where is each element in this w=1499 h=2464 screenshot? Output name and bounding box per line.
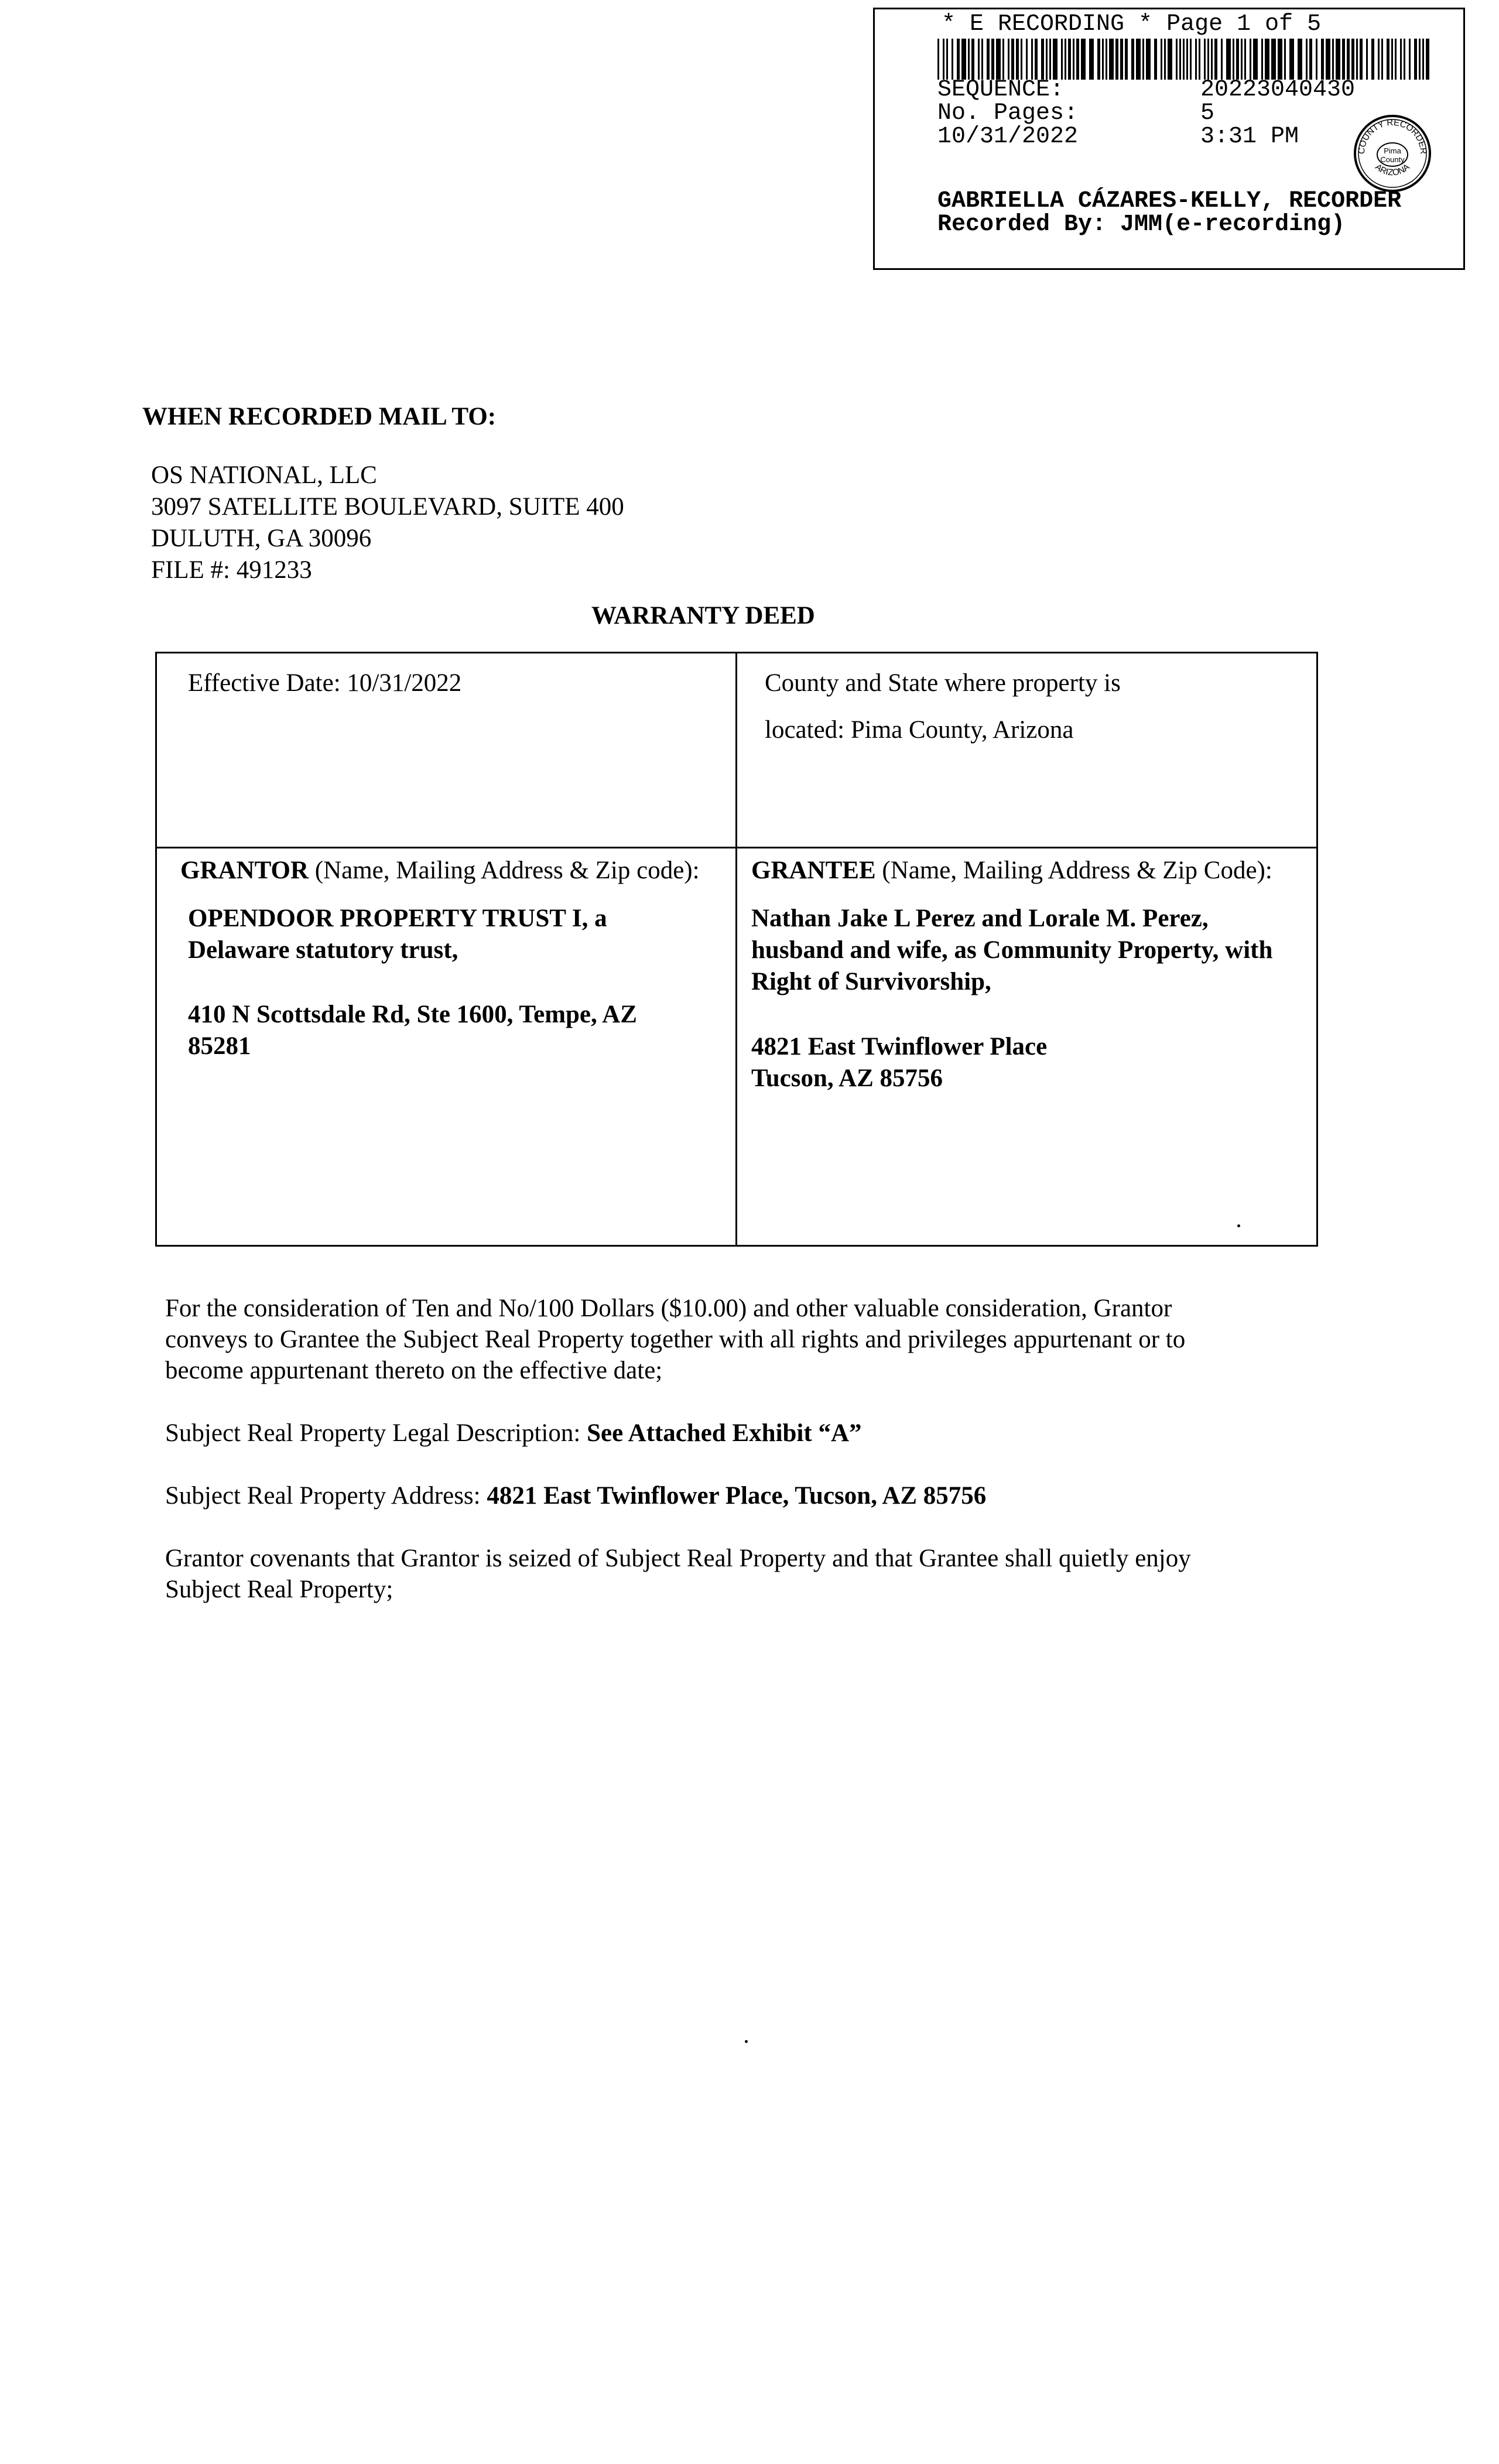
pages-value: 5 — [1200, 100, 1215, 126]
barcode-bar — [1351, 39, 1354, 80]
table-divider-vertical — [735, 653, 737, 1245]
barcode-bar — [1409, 39, 1411, 80]
barcode-bar — [1115, 39, 1118, 80]
barcode-bar — [968, 39, 970, 80]
barcode-bar — [1244, 39, 1246, 80]
barcode-bar — [1136, 39, 1141, 80]
grantor-label: GRANTOR — [180, 857, 309, 884]
barcode-bar — [946, 39, 948, 80]
legal-value: See Attached Exhibit “A” — [587, 1419, 862, 1447]
grantee-name-1: Nathan Jake L Perez and Lorale M. Perez, — [751, 905, 1209, 932]
barcode-bar — [957, 39, 960, 80]
barcode-bar — [1161, 39, 1162, 80]
barcode-bar — [1164, 39, 1166, 80]
barcode-bar — [1336, 39, 1340, 80]
barcode-bar — [1031, 39, 1033, 80]
barcode-bar — [1168, 39, 1172, 80]
barcode-bar — [981, 39, 983, 80]
barcode-bar — [1278, 39, 1282, 80]
barcode-bar — [1261, 39, 1263, 80]
barcode-bar — [1347, 39, 1350, 80]
barcode-bar — [1306, 39, 1308, 80]
grantee-hint: (Name, Mailing Address & Zip Code): — [875, 857, 1272, 884]
barcode-bar — [1241, 39, 1243, 80]
barcode-bar — [987, 39, 990, 80]
barcode-bar — [1366, 39, 1368, 80]
barcode-bar — [1102, 39, 1104, 80]
barcode-bar — [943, 39, 944, 80]
barcode-bar — [1326, 39, 1330, 80]
legal-label: Subject Real Property Legal Description: — [165, 1419, 587, 1447]
county-line-2: located: Pima County, Arizona — [765, 716, 1074, 744]
svg-text:ARIZONA — [1373, 162, 1411, 178]
barcode-bar — [1068, 39, 1071, 80]
barcode-bar — [1284, 39, 1286, 80]
grantor-address-2: 85281 — [188, 1032, 251, 1060]
barcode-bar — [1414, 39, 1417, 80]
barcode-bar — [1061, 39, 1063, 80]
barcode-bar — [1089, 39, 1094, 80]
stamp-header: * E RECORDING * Page 1 of 5 — [942, 11, 1322, 37]
barcode-bar — [1214, 39, 1217, 80]
barcode-bar — [952, 39, 953, 80]
barcode-bar — [1106, 39, 1107, 80]
grantor-name-1: OPENDOOR PROPERTY TRUST I, a — [188, 905, 607, 932]
barcode-bar — [1008, 39, 1009, 80]
barcode-bar — [1204, 39, 1206, 80]
barcode-bar — [1316, 39, 1317, 80]
barcode-bar — [1081, 39, 1086, 80]
grantee-name-3: Right of Survivorship, — [751, 968, 991, 995]
document-title: WARRANTY DEED — [591, 602, 815, 629]
barcode-bar — [1422, 39, 1424, 80]
barcode-bar — [1404, 39, 1405, 80]
barcode-bar — [1395, 39, 1397, 80]
barcode-bar — [1321, 39, 1324, 80]
barcode — [937, 39, 1429, 80]
barcode-bar — [1419, 39, 1421, 80]
barcode-bar — [1176, 39, 1178, 80]
mail-to-line: DULUTH, GA 30096 — [151, 525, 372, 552]
barcode-bar — [1378, 39, 1380, 80]
address-value: 4821 East Twinflower Place, Tucson, AZ 85756 — [487, 1482, 987, 1510]
recorded-by: Recorded By: JMM(e-recording) — [937, 211, 1346, 238]
barcode-bar — [1195, 39, 1197, 80]
grantee-address-2: Tucson, AZ 85756 — [751, 1065, 943, 1092]
barcode-bar — [1131, 39, 1134, 80]
grantor-address-1: 410 N Scottsdale Rd, Ste 1600, Tempe, AZ — [188, 1001, 637, 1028]
barcode-bar — [1046, 39, 1048, 80]
barcode-bar — [1236, 39, 1239, 80]
barcode-bar — [1021, 39, 1022, 80]
barcode-bar — [1125, 39, 1128, 80]
barcode-bar — [937, 39, 939, 80]
address-label: Subject Real Property Address: — [165, 1482, 487, 1510]
seal-top-text: COUNTY RECORDER — [1356, 117, 1429, 155]
barcode-bar — [1041, 39, 1044, 80]
mail-to-heading: WHEN RECORDED MAIL TO: — [142, 403, 497, 430]
barcode-bar — [1233, 39, 1234, 80]
grantee-address-1: 4821 East Twinflower Place — [751, 1033, 1048, 1060]
mail-to-line: 3097 SATELLITE BOULEVARD, SUITE 400 — [151, 493, 624, 521]
grantor-heading — [180, 855, 700, 887]
seal-center-1: Pima — [1384, 146, 1401, 155]
barcode-bar — [1049, 39, 1051, 80]
table-divider-horizontal — [157, 847, 1316, 848]
record-time: 3:31 PM — [1200, 124, 1299, 150]
barcode-bar — [1120, 39, 1123, 80]
barcode-bar — [971, 39, 974, 80]
barcode-bar — [991, 39, 994, 80]
barcode-bar — [1387, 39, 1390, 80]
effective-date: Effective Date: 10/31/2022 — [188, 669, 462, 697]
barcode-bar — [1076, 39, 1079, 80]
barcode-bar — [961, 39, 966, 80]
barcode-bar — [1381, 39, 1383, 80]
barcode-bar — [1154, 39, 1157, 80]
barcode-bar — [1226, 39, 1231, 80]
barcode-bar — [1211, 39, 1213, 80]
barcode-bar — [1002, 39, 1004, 80]
barcode-bar — [1035, 39, 1038, 80]
consideration-line-1: For the consideration of Ten and No/100 Dollars ($10.00) and other valuable consideration, Grantor — [165, 1295, 1172, 1322]
barcode-bar — [1253, 39, 1258, 80]
grantor-hint: (Name, Mailing Address & Zip code): — [309, 857, 700, 884]
barcode-bar — [978, 39, 980, 80]
barcode-bar — [1356, 39, 1358, 80]
barcode-bar — [1011, 39, 1014, 80]
barcode-bar — [1309, 39, 1312, 80]
seal-center-2: County — [1380, 155, 1405, 164]
barcode-bar — [1400, 39, 1402, 80]
barcode-bar — [1250, 39, 1251, 80]
grantee-name-2: husband and wife, as Community Property, with — [751, 936, 1273, 964]
barcode-bar — [1065, 39, 1066, 80]
barcode-bar — [1053, 39, 1057, 80]
barcode-bar — [1199, 39, 1200, 80]
pages-label: No. Pages: — [937, 100, 1079, 126]
county-recorder-seal-icon — [1351, 112, 1433, 194]
barcode-bar — [996, 39, 1001, 80]
consideration-line-2: conveys to Grantee the Subject Real Property together with all rights and privileges appurtenant or to — [165, 1326, 1186, 1353]
barcode-bar — [1332, 39, 1334, 80]
barcode-bar — [1371, 39, 1374, 80]
barcode-bar — [1186, 39, 1188, 80]
barcode-bar — [1016, 39, 1019, 80]
sequence-value: 20223040430 — [1200, 77, 1356, 103]
barcode-bar — [1360, 39, 1363, 80]
grantee-heading — [751, 855, 1272, 887]
seal-bottom-text: ARIZONA — [1373, 162, 1412, 178]
grantor-name-2: Delaware statutory trust, — [188, 936, 458, 964]
deed-info-table — [155, 652, 1318, 1247]
covenant-line-2: Subject Real Property; — [165, 1576, 393, 1603]
mail-to-line: OS NATIONAL, LLC — [151, 461, 377, 489]
property-address — [165, 1480, 1289, 1511]
barcode-bar — [1146, 39, 1151, 80]
barcode-bar — [1391, 39, 1393, 80]
grantee-label: GRANTEE — [751, 857, 876, 884]
mail-to-line: FILE #: 491233 — [151, 556, 312, 584]
consideration-line-3: become appurtenant thereto on the effective date; — [165, 1357, 663, 1384]
stray-dot — [745, 2040, 748, 2043]
barcode-bar — [1026, 39, 1028, 80]
barcode-bar — [1342, 39, 1345, 80]
recorder-name: GABRIELLA CÁZARES-KELLY, RECORDER — [937, 188, 1402, 214]
covenant-line-1: Grantor covenants that Grantor is seized of Subject Real Property and that Grantee shall quietly enjoy — [165, 1545, 1191, 1572]
barcode-bar — [1426, 39, 1429, 80]
county-line-1: County and State where property is — [765, 669, 1121, 697]
barcode-bar — [1073, 39, 1074, 80]
recording-stamp — [873, 8, 1465, 270]
barcode-bar — [1265, 39, 1269, 80]
barcode-bar — [1298, 39, 1302, 80]
barcode-bar — [1097, 39, 1100, 80]
barcode-bar — [1190, 39, 1192, 80]
record-date: 10/31/2022 — [937, 124, 1079, 150]
barcode-bar — [1271, 39, 1276, 80]
barcode-bar — [1221, 39, 1223, 80]
barcode-bar — [1109, 39, 1114, 80]
stray-dot — [1237, 1224, 1240, 1227]
barcode-bar — [1142, 39, 1144, 80]
barcode-bar — [1179, 39, 1181, 80]
barcode-bar — [1183, 39, 1185, 80]
sequence-label: SEQUENCE: — [937, 77, 1065, 103]
legal-description — [165, 1418, 1289, 1449]
barcode-bar — [1289, 39, 1294, 80]
barcode-bar — [1207, 39, 1209, 80]
